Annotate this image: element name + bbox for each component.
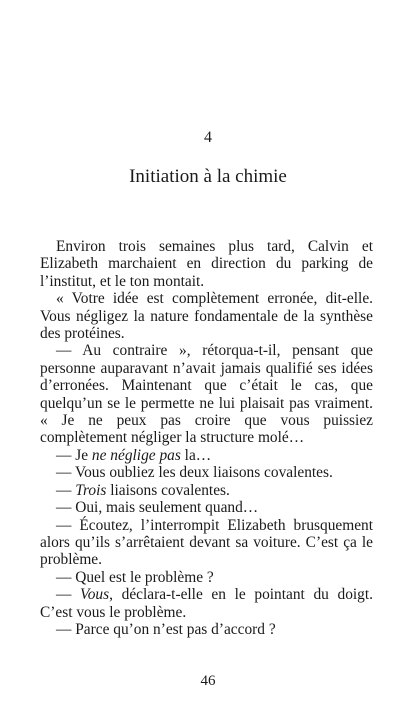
chapter-number: 4 xyxy=(204,129,212,146)
paragraph xyxy=(40,342,373,446)
italic-emphasis: Trois xyxy=(75,481,107,499)
paragraph xyxy=(40,499,373,516)
paragraph xyxy=(40,238,373,290)
text-run: — Quel est le problème ? xyxy=(56,568,214,586)
italic-emphasis: Vous xyxy=(80,586,110,604)
text-run: — xyxy=(56,586,81,604)
text-run: — Parce qu’on n’est pas d’accord ? xyxy=(56,620,276,638)
body-text xyxy=(40,238,373,638)
text-run: — Au contraire », rétorqua-t-il, pensant que personne auparavant n’avait jamais qualifié ses idées d’erronées. Maintenant que c’était le cas, que quelqu’un se le permette ne lui plaisait pas vraiment. « Je ne peux pas croire que vous puissiez complètement négliger la structure molé… xyxy=(40,342,373,447)
text-run: Environ trois semaines plus tard, Calvin et Elizabeth marchaient en direction du parking de l’institut, et le ton montait. xyxy=(40,238,373,290)
italic-emphasis: ne néglige pas xyxy=(91,446,181,464)
paragraph xyxy=(40,517,373,569)
page-number: 46 xyxy=(200,673,216,689)
chapter-title: Initiation à la chimie xyxy=(129,166,287,187)
text-run: , déclara-t-elle en le pointant du doigt. C’est vous le problème. xyxy=(40,586,373,621)
paragraph xyxy=(40,482,373,499)
text-run: « Votre idée est complètement erronée, dit-elle. Vous négligez la nature fondamentale de la synthèse des protéines. xyxy=(40,290,373,343)
text-run: liaisons covalentes. xyxy=(106,481,230,499)
paragraph xyxy=(40,290,373,342)
text-run: — xyxy=(56,481,76,499)
paragraph xyxy=(40,447,373,464)
text-run: — Je xyxy=(56,446,92,464)
paragraph xyxy=(40,586,373,621)
text-run: — Écoutez, l’interrompit Elizabeth brusquement alors qu’ils s’arrêtaient devant sa voiture. C’est ça le problème. xyxy=(40,516,373,569)
paragraph xyxy=(40,621,373,638)
text-run: — Vous oubliez les deux liaisons covalentes. xyxy=(56,464,333,482)
text-run: — Oui, mais seulement quand… xyxy=(56,499,259,517)
paragraph xyxy=(40,569,373,586)
paragraph xyxy=(40,464,373,481)
text-run: la… xyxy=(180,446,212,464)
